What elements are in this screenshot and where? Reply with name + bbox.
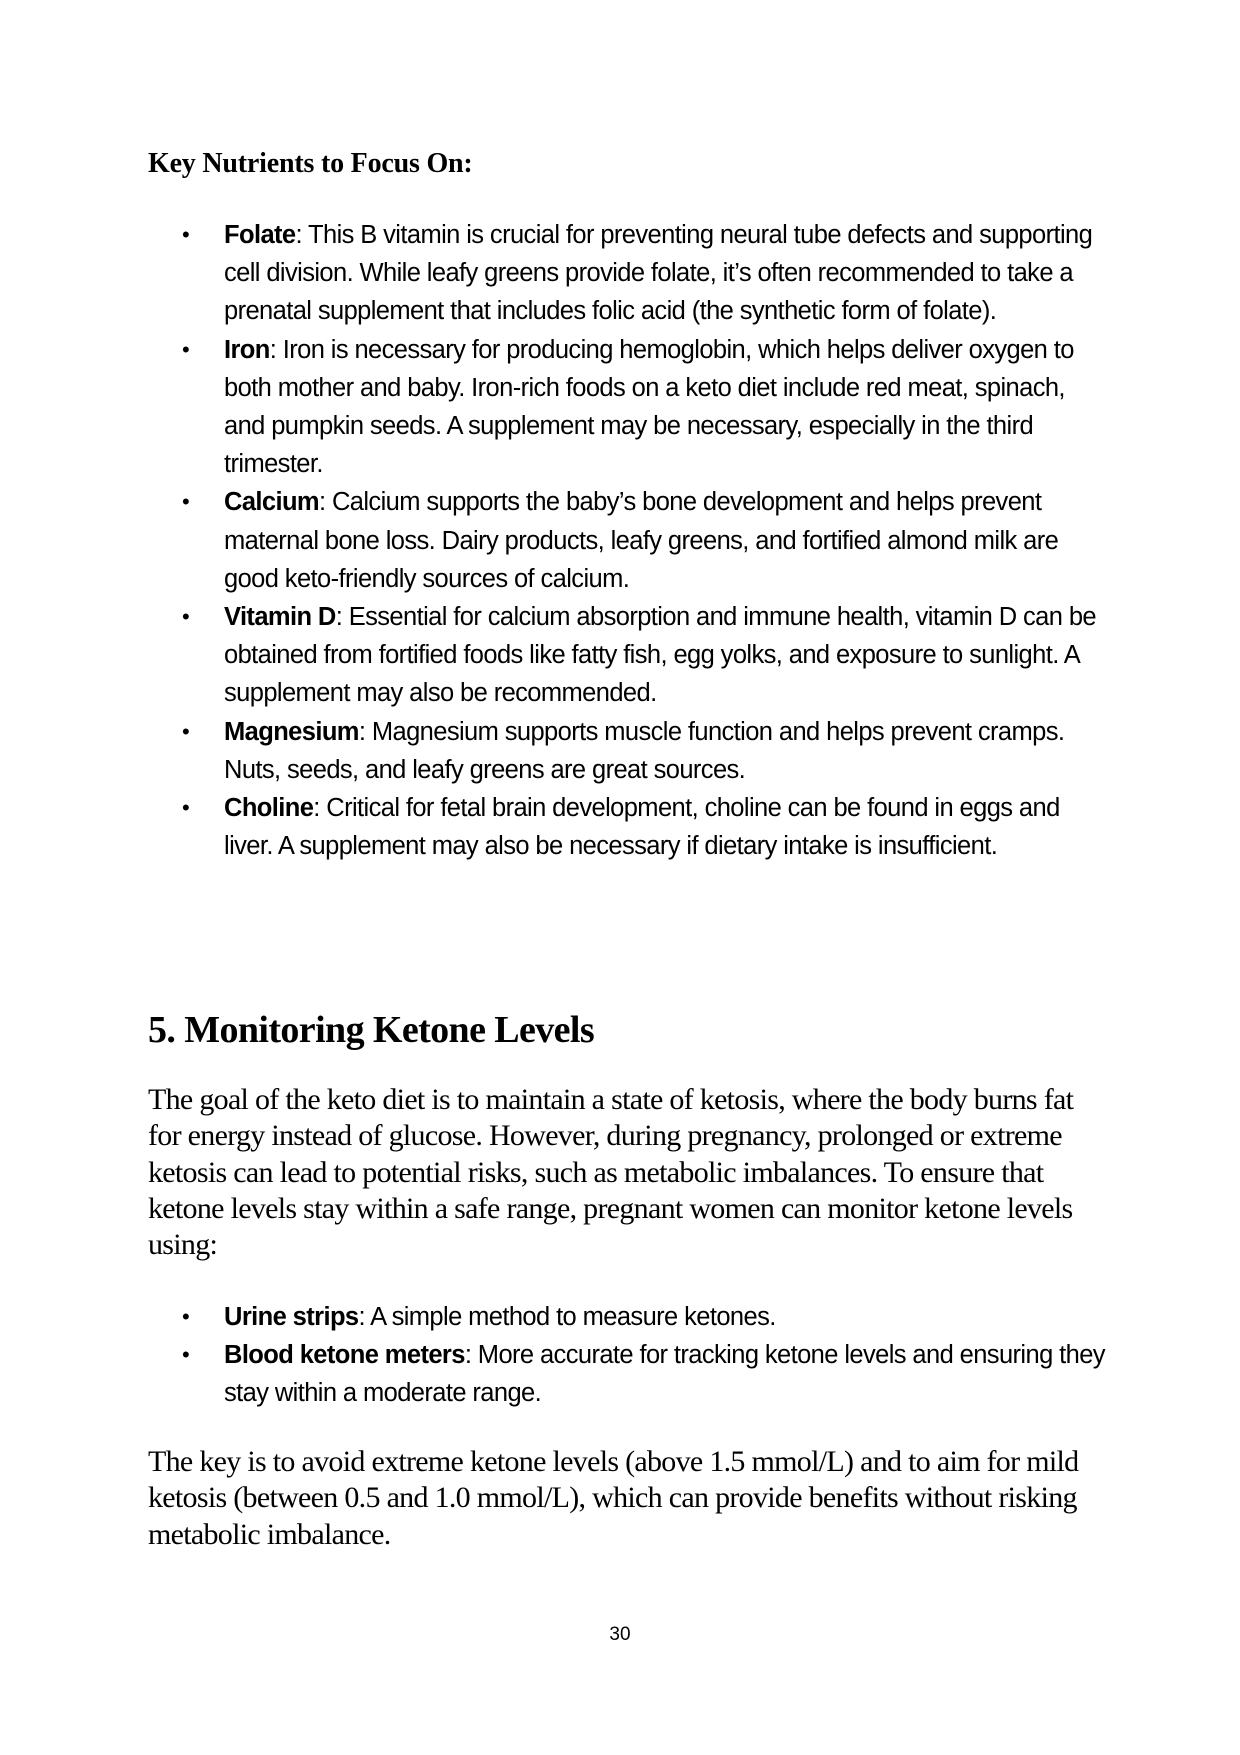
section-title: 5. Monitoring Ketone Levels: [148, 1009, 595, 1051]
nutrient-term: Choline: [224, 794, 314, 823]
bullet-icon: •: [182, 1304, 190, 1329]
nutrient-description: : Magnesium supports muscle function and helps prevent cramps. Nuts, seeds, and leafy greens are great sources.: [224, 717, 1065, 784]
nutrient-term: Calcium: [224, 488, 319, 517]
nutrient-description: : Critical for fetal brain development, choline can be found in eggs and liver. A supplement may also be necessary if dietary intake is insufficient.: [224, 794, 1060, 861]
bullet-icon: •: [182, 222, 190, 247]
list-item-magnesium: [148, 713, 1108, 789]
nutrient-description: : Essential for calcium absorption and immune health, vitamin D can be obtained from fortified foods like fatty fish, egg yolks, and exposure to sunlight. A supplement may also be recommended.: [224, 603, 1096, 708]
list-item-folate: [148, 216, 1108, 331]
list-item-calcium: [148, 483, 1108, 598]
bullet-icon: •: [182, 1342, 190, 1368]
monitoring-methods-list: [148, 1298, 1108, 1413]
list-item-iron: [148, 331, 1108, 484]
nutrient-description: : This B vitamin is crucial for preventing neural tube defects and supporting cell division. While leafy greens provide folate, it’s often recommended to take a prenatal supplement that includes folic acid (the synthetic form of folate).: [224, 221, 1093, 326]
key-nutrients-heading: Key Nutrients to Focus On:: [148, 148, 473, 179]
list-item-blood-ketone-meters: [148, 1336, 1108, 1412]
list-item-choline: [148, 789, 1108, 865]
nutrient-term: Magnesium: [224, 717, 359, 746]
nutrients-list: [148, 216, 1108, 865]
method-term: Blood ketone meters: [224, 1341, 465, 1370]
method-term: Urine strips: [224, 1303, 359, 1331]
list-item-urine-strips: [148, 1298, 1108, 1336]
conclusion-paragraph: The key is to avoid extreme ketone levels (above 1.5 mmol/L) and to aim for mild ketosis (between 0.5 and 1.0 mmol/L), which can provide benefits without risking metabolic imbalance.: [148, 1445, 1079, 1551]
method-description: : A simple method to measure ketones.: [358, 1303, 776, 1331]
page-number: 30: [609, 1624, 631, 1645]
bullet-icon: •: [182, 795, 190, 821]
nutrient-description: : Calcium supports the baby’s bone development and helps prevent maternal bone loss. Dairy products, leafy greens, and fortified almond milk are good keto-friendly sources of calcium.: [224, 488, 1059, 593]
bullet-icon: •: [182, 336, 190, 362]
list-item-vitamin-d: [148, 598, 1108, 713]
method-description: : More accurate for tracking ketone levels and ensuring they stay within a moderate range.: [224, 1341, 1105, 1408]
bullet-icon: •: [182, 489, 190, 515]
bullet-icon: •: [182, 718, 190, 744]
nutrient-term: Vitamin D: [224, 603, 336, 632]
nutrient-description: : Iron is necessary for producing hemoglobin, which helps deliver oxygen to both mother and baby. Iron-rich foods on a keto diet include red meat, spinach, and pumpkin seeds. A supplement may be necessary, especially in the third trimester.: [224, 335, 1074, 479]
bullet-icon: •: [182, 604, 190, 630]
intro-paragraph: The goal of the keto diet is to maintain a state of ketosis, where the body burns fat for energy instead of glucose. However, during pregnancy, prolonged or extreme ketosis can lead to potential risks, such as metabolic imbalances. To ensure that ketone levels stay within a safe range, pregnant women can monitor ketone levels using:: [148, 1083, 1074, 1262]
nutrient-term: Iron: [224, 335, 270, 364]
nutrient-term: Folate: [224, 221, 296, 249]
